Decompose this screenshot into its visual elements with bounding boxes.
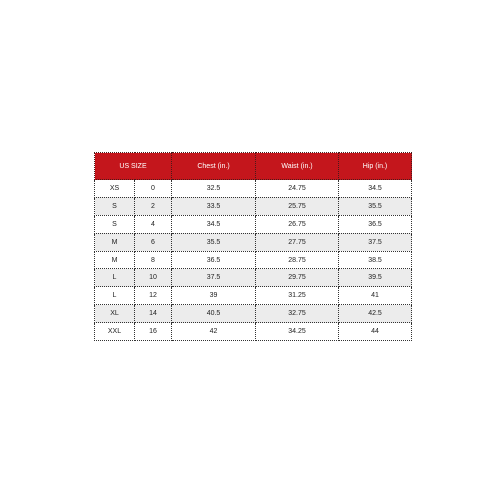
waist-cell: 24.75 [256,180,339,198]
size-letter-cell: M [95,251,135,269]
table-body [95,180,412,341]
waist-cell: 27.75 [256,233,339,251]
chest-cell: 33.5 [172,197,256,215]
table-row [95,215,412,233]
chest-cell: 35.5 [172,233,256,251]
table-row [95,251,412,269]
size-letter-cell: XS [95,180,135,198]
table-header [95,153,412,180]
hip-cell: 35.5 [339,197,412,215]
size-number-cell: 12 [135,287,172,305]
waist-cell: 34.25 [256,323,339,341]
waist-cell: 32.75 [256,305,339,323]
size-number-cell: 10 [135,269,172,287]
table-row [95,287,412,305]
waist-cell: 28.75 [256,251,339,269]
table-row [95,233,412,251]
chest-cell: 32.5 [172,180,256,198]
size-number-cell: 6 [135,233,172,251]
hip-cell: 39.5 [339,269,412,287]
size-number-cell: 4 [135,215,172,233]
waist-cell: 29.75 [256,269,339,287]
table-row [95,305,412,323]
header-chest: Chest (in.) [172,153,256,180]
header-row [95,153,412,180]
size-letter-cell: S [95,197,135,215]
table-row [95,323,412,341]
size-number-cell: 8 [135,251,172,269]
hip-cell: 36.5 [339,215,412,233]
waist-cell: 25.75 [256,197,339,215]
size-number-cell: 14 [135,305,172,323]
table-row [95,269,412,287]
size-number-cell: 0 [135,180,172,198]
hip-cell: 34.5 [339,180,412,198]
chest-cell: 34.5 [172,215,256,233]
size-chart-table [94,152,412,341]
chest-cell: 42 [172,323,256,341]
size-number-cell: 16 [135,323,172,341]
header-us-size: US SIZE [95,153,172,180]
size-number-cell: 2 [135,197,172,215]
hip-cell: 44 [339,323,412,341]
hip-cell: 38.5 [339,251,412,269]
chest-cell: 40.5 [172,305,256,323]
hip-cell: 37.5 [339,233,412,251]
size-letter-cell: XXL [95,323,135,341]
table-row [95,180,412,198]
header-hip: Hip (in.) [339,153,412,180]
chest-cell: 36.5 [172,251,256,269]
size-letter-cell: S [95,215,135,233]
hip-cell: 41 [339,287,412,305]
size-letter-cell: L [95,269,135,287]
waist-cell: 31.25 [256,287,339,305]
header-waist: Waist (in.) [256,153,339,180]
chest-cell: 37.5 [172,269,256,287]
table-row [95,197,412,215]
waist-cell: 26.75 [256,215,339,233]
size-letter-cell: M [95,233,135,251]
chest-cell: 39 [172,287,256,305]
hip-cell: 42.5 [339,305,412,323]
size-letter-cell: L [95,287,135,305]
size-letter-cell: XL [95,305,135,323]
